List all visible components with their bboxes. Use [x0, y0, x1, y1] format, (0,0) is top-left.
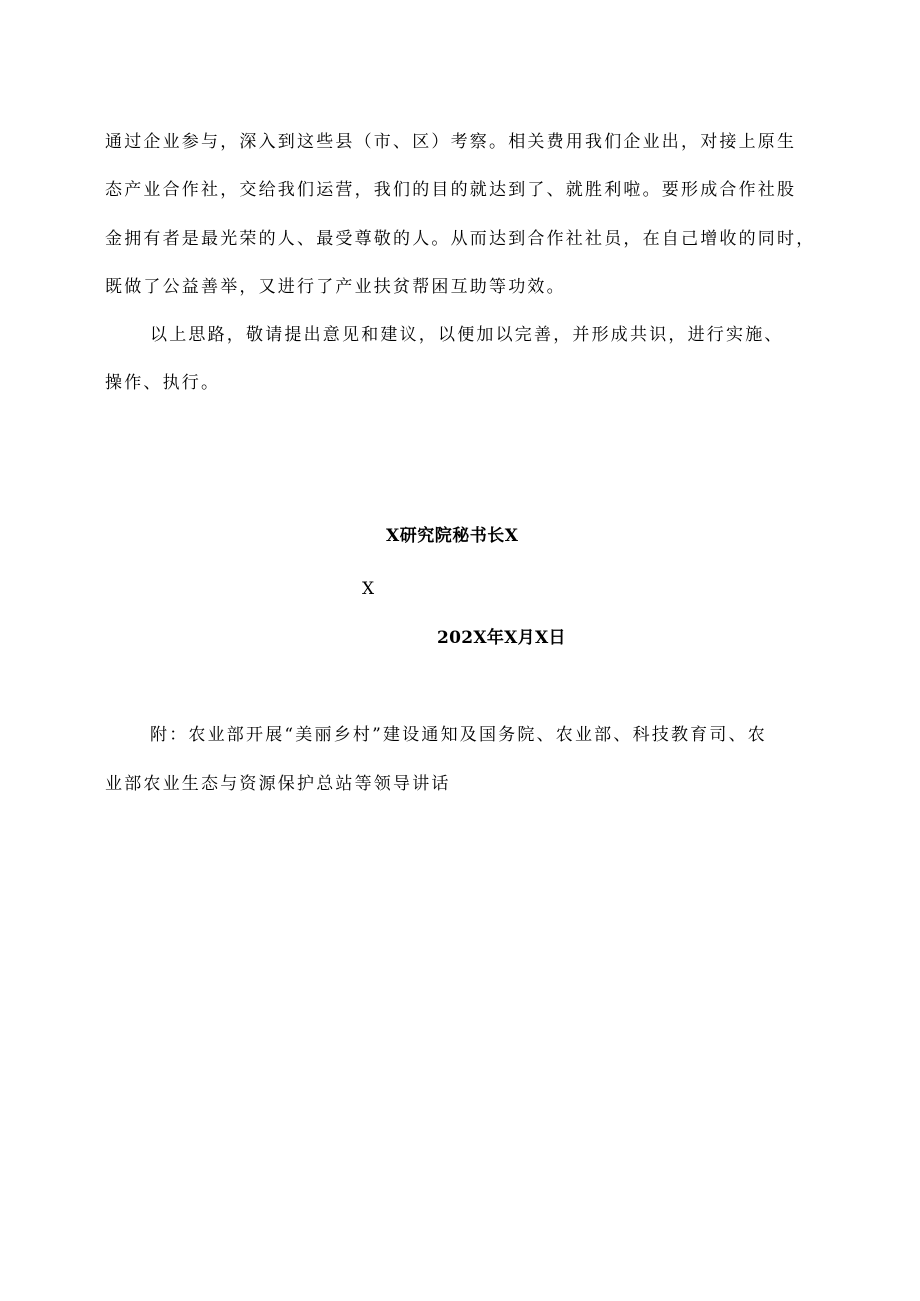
signature-name: X	[362, 579, 375, 599]
signature-title: X研究院秘书长X	[386, 526, 519, 546]
body-paragraph-line: 金拥有者是最光荣的人、最受尊敬的人。从而达到合作社社员，在自己增收的同时，	[105, 229, 816, 249]
body-paragraph-line: 以上思路，敬请提出意见和建议，以便加以完善，并形成共识，进行实施、	[150, 325, 784, 345]
attachment-line: 业部农业生态与资源保护总站等领导讲话	[105, 774, 451, 794]
signature-date: 202X年X月X日	[437, 628, 566, 648]
body-paragraph-line: 通过企业参与，深入到这些县（市、区）考察。相关费用我们企业出，对接上原生	[105, 132, 797, 152]
body-paragraph-line: 操作、执行。	[105, 373, 221, 393]
attachment-line: 附：农业部开展“美丽乡村”建设通知及国务院、农业部、科技教育司、农	[150, 725, 767, 745]
body-paragraph-line: 态产业合作社，交给我们运营，我们的目的就达到了、就胜利啦。要形成合作社股	[105, 180, 797, 200]
body-paragraph-line: 既做了公益善举，又进行了产业扶贫帮困互助等功效。	[105, 277, 566, 297]
